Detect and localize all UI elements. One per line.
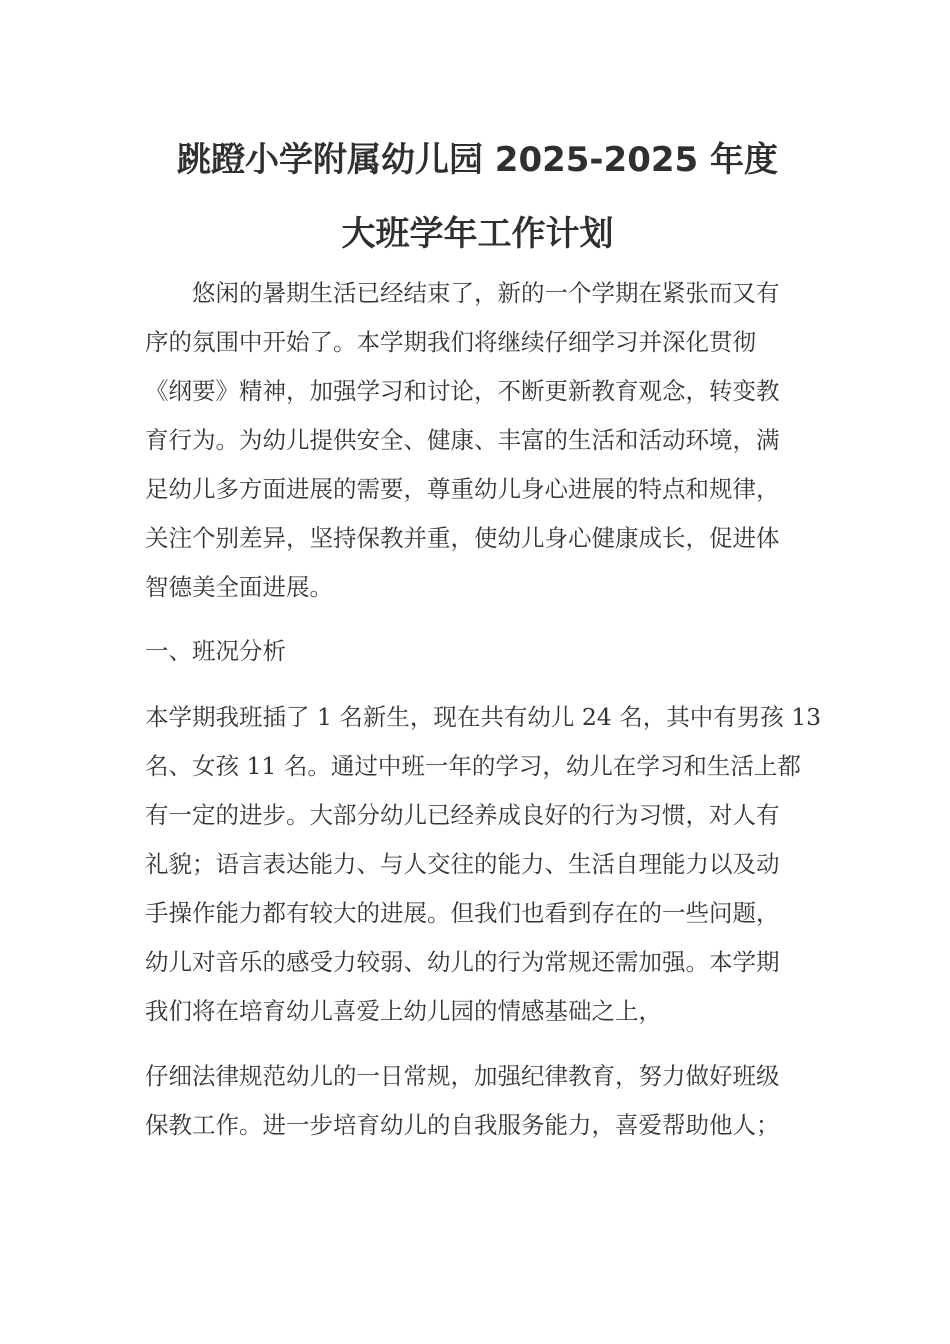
- paragraph-line: 幼儿对音乐的感受力较弱、幼儿的行为常规还需加强。本学期: [145, 948, 780, 976]
- intro-line: 育行为。为幼儿提供安全、健康、丰富的生活和活动环境，满: [145, 426, 780, 454]
- intro-line: 悠闲的暑期生活已经结束了，新的一个学期在紧张而又有: [145, 279, 780, 307]
- document-title-line-1: 跳蹬小学附属幼儿园 2025-2025 年度: [176, 140, 779, 180]
- paragraph-line: 仔细法律规范幼儿的一日常规，加强纪律教育，努力做好班级: [145, 1062, 780, 1090]
- section-heading: 一、班况分析: [145, 637, 286, 665]
- intro-line: 智德美全面进展。: [145, 573, 333, 601]
- paragraph-line: 我们将在培育幼儿喜爱上幼儿园的情感基础之上，: [145, 997, 662, 1025]
- intro-line: 足幼儿多方面进展的需要，尊重幼儿身心进展的特点和规律，: [145, 475, 780, 503]
- intro-line: 《纲要》精神，加强学习和讨论，不断更新教育观念，转变教: [145, 377, 780, 405]
- intro-paragraph: [145, 269, 810, 612]
- intro-line: 序的氛围中开始了。本学期我们将继续仔细学习并深化贯彻: [145, 328, 756, 356]
- document-page: [145, 125, 822, 1150]
- paragraph-line: 手操作能力都有较大的进展。但我们也看到存在的一些问题，: [145, 899, 780, 927]
- paragraph-line: 本学期我班插了 1 名新生，现在共有幼儿 24 名，其中有男孩 13: [145, 703, 822, 731]
- paragraph-line: 保教工作。进一步培育幼儿的自我服务能力，喜爱帮助他人；: [145, 1111, 780, 1139]
- paragraph-line: 礼貌；语言表达能力、与人交往的能力、生活自理能力以及动: [145, 850, 780, 878]
- document-title-line-2: 大班学年工作计划: [341, 214, 614, 254]
- paragraph-line: 名、女孩 11 名。通过中班一年的学习，幼儿在学习和生活上都: [145, 752, 801, 780]
- class-routine-paragraph: [145, 1052, 810, 1150]
- intro-line: 关注个别差异，坚持保教并重，使幼儿身心健康成长，促进体: [145, 524, 780, 552]
- paragraph-line: 有一定的进步。大部分幼儿已经养成良好的行为习惯，对人有: [145, 801, 780, 829]
- class-analysis-paragraph: [145, 693, 822, 1036]
